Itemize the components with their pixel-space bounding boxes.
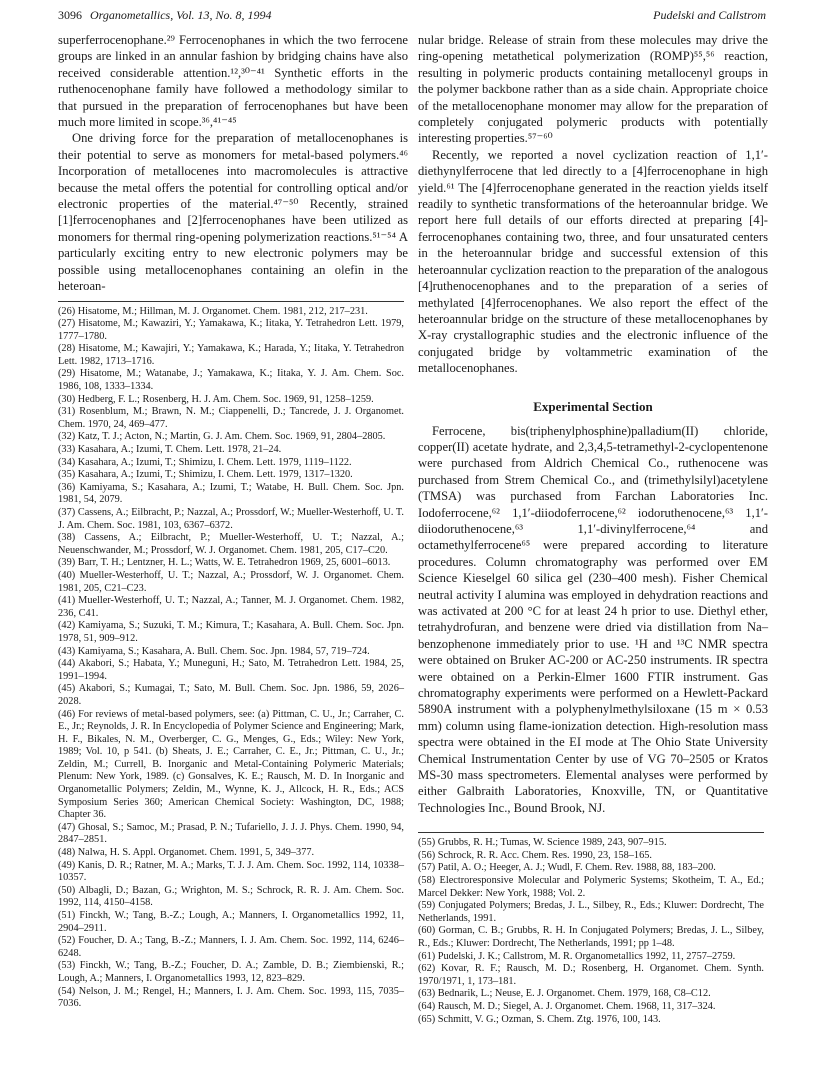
body-paragraph: Recently, we reported a novel cyclization reaction of 1,1′-diethynylferrocene that led directly to a [4]ferrocenophane in high yield.⁶¹ The [4]ferrocenophane generated in the reaction yields itself readily to synthetic transformations of the heteroannular bridge. We report here full details of our efforts directed at preparing [4]-ferrocenophanes containing two, three, and four unsaturated centers in the heteroannular bridge and successful extension of this heteroannular cyclization reaction to the preparation of the analogous [4]ruthenocenophanes and to the preparation of a series of methylated [4]ferrocenophanes. We also report the effect of the heteroannular bridge on the structure of these metallocenophanes by X-ray crystallographic studies and the electronic influence of the conjugated bridge by voltammetric examination of the metallocenophanes. — [418, 147, 768, 376]
reference-entry: (40) Mueller-Westerhoff, U. T.; Nazzal, A.; Prossdorf, W. J. Organomet. Chem. 1981, 205, C21–C23. — [58, 569, 404, 594]
running-head-authors: Pudelski and Callstrom — [653, 8, 766, 22]
reference-entry: (52) Foucher, D. A.; Tang, B.-Z.; Manners, I. J. Am. Chem. Soc. 1992, 114, 6246–6248. — [58, 935, 404, 959]
reference-entry: (65) Schmitt, V. G.; Ozman, S. Chem. Ztg. 1976, 100, 143. — [418, 1013, 661, 1025]
reference-entry: (35) Kasahara, A.; Izumi, T.; Shimizu, I. Chem. Lett. 1979, 1317–1320. — [58, 469, 353, 481]
reference-entry: (58) Electroresponsive Molecular and Polymeric Systems; Skotheim, T. A., Ed.; Marcel Dekker: New York, 1988; Vol. 2. — [418, 875, 764, 899]
reference-entry: (60) Gorman, C. B.; Grubbs, R. H. In Conjugated Polymers; Bredas, J. L., Silbey, R., Eds.; Kluwer: Dordrecht, The Netherlands, 1991; pp 1–48. — [418, 925, 764, 950]
reference-entry: (45) Akabori, S.; Kumagai, T.; Sato, M. Bull. Chem. Soc. Jpn. 1986, 59, 2026–2028. — [58, 683, 404, 707]
reference-entry: (54) Nelson, J. M.; Rengel, H.; Manners, I. J. Am. Chem. Soc. 1993, 115, 7035–7036. — [58, 985, 404, 1010]
footnote-references — [418, 832, 764, 1026]
reference-entry: (36) Kamiyama, S.; Kasahara, A.; Izumi, T.; Watabe, H. Bull. Chem. Soc. Jpn. 1981, 54, 2079. — [58, 481, 404, 506]
reference-entry: (53) Finckh, W.; Tang, B.-Z.; Foucher, D. A.; Zamble, D. B.; Ziembienski, R.; Lough, A.; Manners, I. Organometallics 1993, 12, 823–829. — [58, 960, 404, 984]
reference-entry: (62) Kovar, R. F.; Rausch, M. D.; Rosenberg, H. Organomet. Chem. Synth. 1970/1971, 1, 173–181. — [418, 963, 764, 987]
right-column — [418, 32, 768, 1026]
running-head — [58, 8, 766, 24]
page-number: 3096 — [58, 8, 82, 22]
reference-entry: (59) Conjugated Polymers; Bredas, J. L., Silbey, R., Eds.; Kluwer: Dordrecht, The Netherlands, 1991. — [418, 900, 764, 924]
reference-entry: (44) Akabori, S.; Habata, Y.; Muneguni, H.; Sato, M. Tetrahedron Lett. 1984, 25, 1991–1994. — [58, 658, 404, 682]
reference-entry: (33) Kasahara, A.; Izumi, T. Chem. Lett. 1978, 21–24. — [58, 444, 282, 456]
experimental-paragraph: Ferrocene, bis(triphenylphosphine)palladium(II) chloride, copper(II) acetate hydrate, and 2,3,4,5-tetramethyl-2-cyclopentenone were purchased from Aldrich Chemical Co., ruthenocene was purchased from Strem Chemical Co., and (trimethylsilyl)acetylene (TMSA) was purchased from Farchan Laboratories Inc. Iodoferrocene,⁶² 1,1′-diiodoferrocene,⁶² iodoruthenocene,⁶³ 1,1′-diiodoruthenocene,⁶³ 1,1′-divinylferrocene,⁶⁴ and octamethylferrocene⁶⁵ were prepared according to literature procedures. Column chromatography was performed over EM Science Kieselgel 60 silica gel (230–400 mesh). Fisher Chemical neutral activity I alumina was employed in dehydration reactions and was activated at 200 °C for at least 24 h prior to use. Diethyl ether, tetrahydrofuran, and benzene were dried via distillation from Na–benzophenone immediately prior to use. ¹H and ¹³C NMR spectra were obtained on Bruker AC-200 or AC-250 instruments. IR spectra were obtained on a Perkin-Elmer 1600 FTIR instrument. Gas chromatography experiments were performed on a Hewlett-Packard 5890A instrument with a polyphenylmethylsiloxane (15 m × 0.53 mm) column using flame-ionization detection. High-resolution mass spectra were obtained in the EI mode at The Ohio State University Chemical Instrumentation Center by use of VG 70–2505 or Kratos MS-30 mass spectrometers. Elemental analyses were performed by either Galbraith Laboratories, Knoxville, TN, or Quantitative Technologies Inc., Bound Brook, NJ. — [418, 423, 768, 815]
reference-entry: (47) Ghosal, S.; Samoc, M.; Prasad, P. N.; Tufariello, J. J. J. Phys. Chem. 1990, 94, 2847–2851. — [58, 821, 404, 846]
reference-entry: (39) Barr, T. H.; Lentzner, H. L.; Watts, W. E. Tetrahedron 1969, 25, 6001–6013. — [58, 557, 391, 569]
running-head-left — [58, 8, 272, 23]
reference-entry: (31) Rosenblum, M.; Brawn, N. M.; Ciappenelli, D.; Tancrede, J. J. Organomet. Chem. 1970, 24, 469–477. — [58, 406, 404, 430]
reference-entry: (50) Albagli, D.; Bazan, G.; Wrighton, M. S.; Schrock, R. R. J. Am. Chem. Soc. 1992, 114, 4150–4158. — [58, 884, 404, 909]
reference-entry: (49) Kanis, D. R.; Ratner, M. A.; Marks, T. J. J. Am. Chem. Soc. 1992, 114, 10338–10357. — [58, 859, 404, 884]
reference-entry: (26) Hisatome, M.; Hillman, M. J. Organomet. Chem. 1981, 212, 217–231. — [58, 305, 368, 317]
reference-entry: (61) Pudelski, J. K.; Callstrom, M. R. Organometallics 1992, 11, 2757–2759. — [418, 950, 736, 962]
footnote-references — [58, 301, 404, 1011]
reference-entry: (43) Kamiyama, S.; Kasahara, A. Bull. Chem. Soc. Jpn. 1984, 57, 719–724. — [58, 645, 370, 657]
reference-entry: (38) Cassens, A.; Eilbracht, P.; Mueller-Westerhoff, U. T.; Nazzal, A.; Neuenschwander, M.; Prossdorf, W. J. Organomet. Chem. 1981, 205, C17–C20. — [58, 532, 404, 556]
left-column — [58, 32, 408, 1011]
reference-entry: (41) Mueller-Westerhoff, U. T.; Nazzal, A.; Tanner, M. J. Organomet. Chem. 1982, 236, C41. — [58, 595, 404, 619]
reference-entry: (46) For reviews of metal-based polymers, see: (a) Pittman, C. U., Jr.; Carraher, C. E., Jr.; Reynolds, J. R. In Encyclopedia of Polymer Science and Engineering; Mark, H. F., Bikales, N. M., Overberger, C. G., Menges, G., Eds.; Wiley: New York, 1989; Vol. 10, p 541. (b) Sheats, J. E.; Carraher, C. E., Jr.; Pittman, C. U., Jr.; Zeldin, M.; Currell, B. Inorganic and Metal-Containing Polymeric Materials; Plenum: New York, 1989. (c) Gonsalves, K. E.; Rausch, M. D. In Inorganic and Organometallic Polymers; Zeldin, M., Wynne, K. J., Allcock, H. R., Eds.; ACS Symposium Series 360; American Chemical Society: Washington, DC, 1988; Chapter 36. — [58, 708, 404, 821]
reference-entry: (48) Nalwa, H. S. Appl. Organomet. Chem. 1991, 5, 349–377. — [58, 847, 315, 859]
reference-entry: (30) Hedberg, F. L.; Rosenberg, H. J. Am. Chem. Soc. 1969, 91, 1258–1259. — [58, 393, 374, 405]
reference-entry: (29) Hisatome, M.; Watanabe, J.; Yamakawa, K.; Iitaka, Y. J. Am. Chem. Soc. 1986, 108, 1333–1334. — [58, 368, 404, 393]
reference-entry: (55) Grubbs, R. H.; Tumas, W. Science 1989, 243, 907–915. — [418, 837, 667, 849]
journal-citation: Organometallics, Vol. 13, No. 8, 1994 — [90, 8, 272, 22]
body-paragraph: One driving force for the preparation of metallocenophanes is their potential to serve as monomers for metal-based polymers.⁴⁶ Incorporation of metallocenes into macromolecules is attractive because the metal offers the potential for controlling optical and/or electronic properties of the material.⁴⁷⁻⁵⁰ Recently, strained [1]ferrocenophanes and [2]ferrocenophanes have been utilized as monomers for thermal ring-opening polymerization reactions.⁵¹⁻⁵⁴ A particularly exciting entry to new electronic polymers may be possible using metallocenophanes containing an olefin in the heteroan- — [58, 131, 408, 294]
reference-entry: (42) Kamiyama, S.; Suzuki, T. M.; Kimura, T.; Kasahara, A. Bull. Chem. Soc. Jpn. 1978, 51, 909–912. — [58, 620, 404, 644]
body-paragraph: nular bridge. Release of strain from these molecules may drive the ring-opening metathetical polymerization (ROMP)⁵⁵,⁵⁶ reaction, resulting in polymeric products containing metallocenyl groups in the polymer backbone rather than as a side chain. Appropriate choice of the metallocenophane monomer may allow for the preparation of completely conjugated polymeric products with potentially interesting properties.⁵⁷⁻⁶⁰ — [418, 33, 768, 146]
reference-entry: (32) Katz, T. J.; Acton, N.; Martin, G. J. Am. Chem. Soc. 1969, 91, 2804–2805. — [58, 431, 386, 443]
reference-entry: (27) Hisatome, M.; Kawaziri, Y.; Yamakawa, K.; Iitaka, Y. Tetrahedron Lett. 1979, 1777–1780. — [58, 318, 404, 342]
reference-entry: (56) Schrock, R. R. Acc. Chem. Res. 1990, 23, 158–165. — [418, 849, 652, 861]
reference-entry: (64) Rausch, M. D.; Siegel, A. J. Organomet. Chem. 1968, 11, 317–324. — [418, 1001, 716, 1012]
reference-entry: (63) Bednarik, L.; Neuse, E. J. Organomet. Chem. 1979, 168, C8–C12. — [418, 988, 711, 1000]
body-paragraph: superferrocenophane.²⁹ Ferrocenophanes in which the two ferrocene groups are linked in an annular fashion by bridging chains have also received considerable attention.¹²,³⁰⁻⁴¹ Synthetic efforts in the ruthenocenophane family have followed a methodology similar to that pursued in the preparation of ferrocenophanes but have been much more limited in scope.³⁶,⁴¹⁻⁴⁵ — [58, 33, 408, 130]
reference-entry: (37) Cassens, A.; Eilbracht, P.; Nazzal, A.; Prossdorf, W.; Mueller-Westerhoff, U. T. J. Am. Chem. Soc. 1981, 103, 6367–6372. — [58, 507, 404, 531]
section-heading: Experimental Section — [533, 398, 653, 414]
reference-entry: (51) Finckh, W.; Tang, B.-Z.; Lough, A.; Manners, I. Organometallics 1992, 11, 2904–2911. — [58, 910, 404, 934]
reference-entry: (57) Patil, A. O.; Heeger, A. J.; Wudl, F. Chem. Rev. 1988, 88, 183–200. — [418, 862, 716, 874]
reference-entry: (34) Kasahara, A.; Izumi, T.; Shimizu, I. Chem. Lett. 1979, 1119–1122. — [58, 456, 352, 468]
reference-entry: (28) Hisatome, M.; Kawajiri, Y.; Yamakawa, K.; Harada, Y.; Iitaka, Y. Tetrahedron Lett. 1982, 1713–1716. — [58, 343, 404, 367]
